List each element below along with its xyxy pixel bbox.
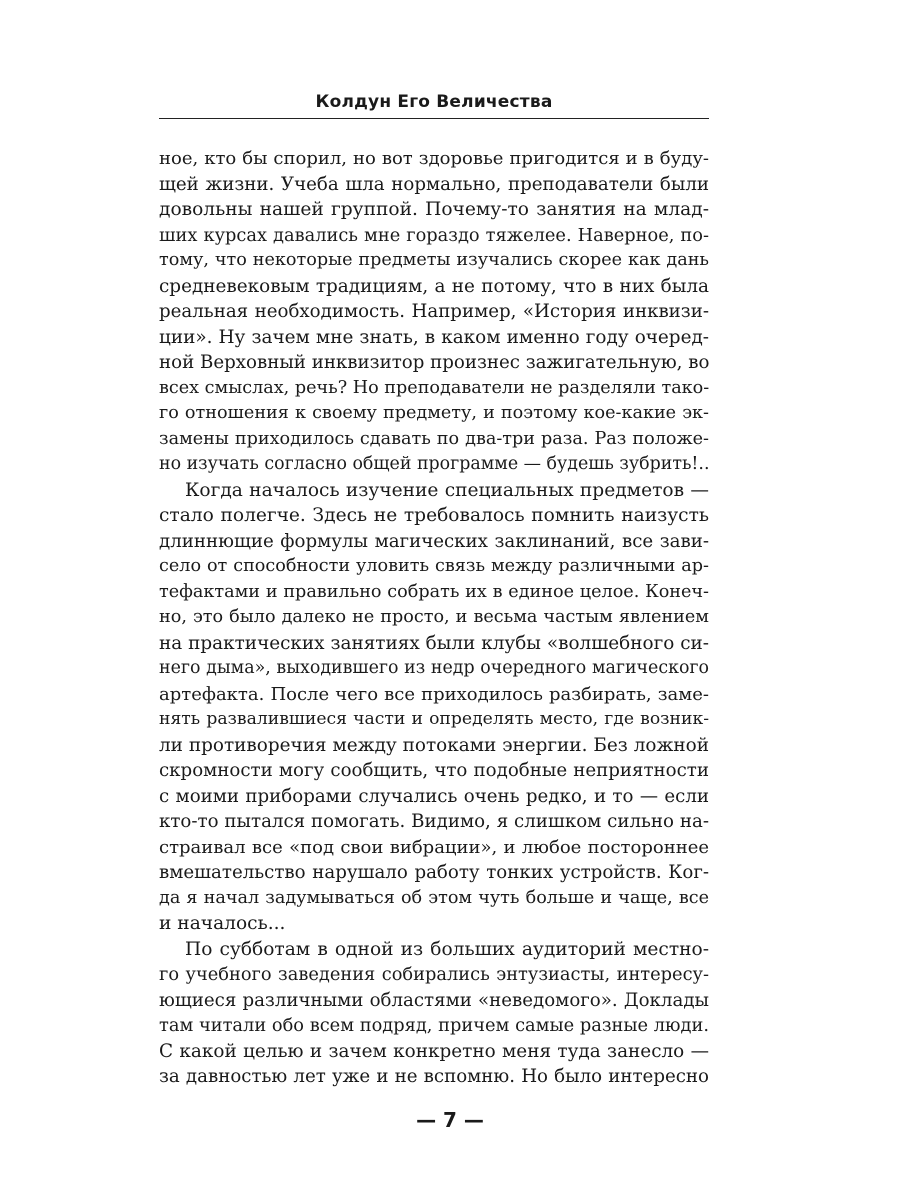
text-line: артефакта. После чего все приходилось разбирать, заме- (159, 683, 709, 705)
page-number: — 7 — (416, 1108, 484, 1132)
text-line: стало полегче. Здесь не требовалось помнить наизусть (159, 505, 709, 526)
text-line: нять развалившиеся части и определять место, где возник- (159, 709, 709, 729)
text-line: С какой целью и зачем конкретно меня туда занесло — (159, 1040, 709, 1062)
text-line: на практических занятиях были клубы «волшебного си- (159, 632, 709, 654)
running-title: Колдун Его Величества (315, 92, 553, 112)
text-line: го отношения к своему предмету, и поэтому кое-какие эк- (159, 403, 709, 423)
text-line: село от способности уловить связь между различными ар- (159, 556, 709, 576)
text-line: длиннющие формулы магических заклинаний, все зави- (159, 530, 709, 552)
text-line: всех смыслах, речь? Но преподаватели не разделяли тако- (159, 377, 709, 398)
text-line: щей жизни. Учеба шла нормально, преподаватели были (159, 173, 709, 195)
text-line: за давностью лет уже и не вспомню. Но было интересно (159, 1066, 709, 1087)
text-line: ли противоречия между потоками энергии. Без ложной (159, 734, 709, 756)
text-line: скромности могу сообщить, что подобные неприятности (159, 760, 709, 781)
text-line: него дыма», выходившего из недр очередного магического (159, 658, 709, 678)
text-line: но, это было далеко не просто, и весьма частым явлением (159, 607, 709, 627)
running-header (159, 88, 709, 119)
text-line: ное, кто бы спорил, но вот здоровье пригодится и в буду- (159, 148, 709, 169)
text-line: ших курсах давались мне гораздо тяжелее. Наверное, по- (159, 224, 709, 246)
text-line: ной Верховный инквизитор произнес зажигательную, во (159, 352, 709, 373)
text-line: средневековым традициям, а не потому, что в них была (159, 275, 709, 297)
text-line: тефактами и правильно собрать их в единое целое. Конеч- (159, 581, 709, 602)
text-line: ющиеся различными областями «неведомого». Доклады (159, 989, 709, 1011)
text-line: го учебного заведения собирались энтузиасты, интересу- (159, 964, 709, 985)
text-line: да я начал задумываться об этом чуть больше и чаще, все (159, 887, 709, 908)
text-line: Когда началось изучение специальных предметов — (185, 479, 709, 501)
text-line: По субботам в одной из больших аудиторий местно- (185, 938, 709, 960)
text-line: довольны нашей группой. Почему-то занятия на млад- (159, 199, 709, 220)
text-line: но изучать согласно общей программе — будешь зубрить!.. (159, 454, 709, 474)
text-line: страивал все «под свои вибрации», и любое постороннее (159, 836, 709, 858)
text-line: кто-то пытался помогать. Видимо, я слишком сильно на- (159, 811, 709, 832)
body-text (159, 146, 709, 1090)
text-line: ции». Ну зачем мне знать, в каком именно году очеред- (159, 326, 709, 348)
text-line: там читали обо всем подряд, причем самые разные люди. (159, 1015, 709, 1036)
text-line: тому, что некоторые предметы изучались скорее как дань (159, 250, 709, 270)
text-line: вмешательство нарушало работу тонких устройств. Ког- (159, 862, 709, 883)
text-line: с моими приборами случались очень редко, и то — если (159, 785, 709, 807)
text-line: и началось... (159, 913, 286, 934)
text-line: реальная необходимость. Например, «История инквизи- (159, 301, 709, 322)
text-line: замены приходилось сдавать по два-три раза. Раз положе- (159, 428, 709, 449)
